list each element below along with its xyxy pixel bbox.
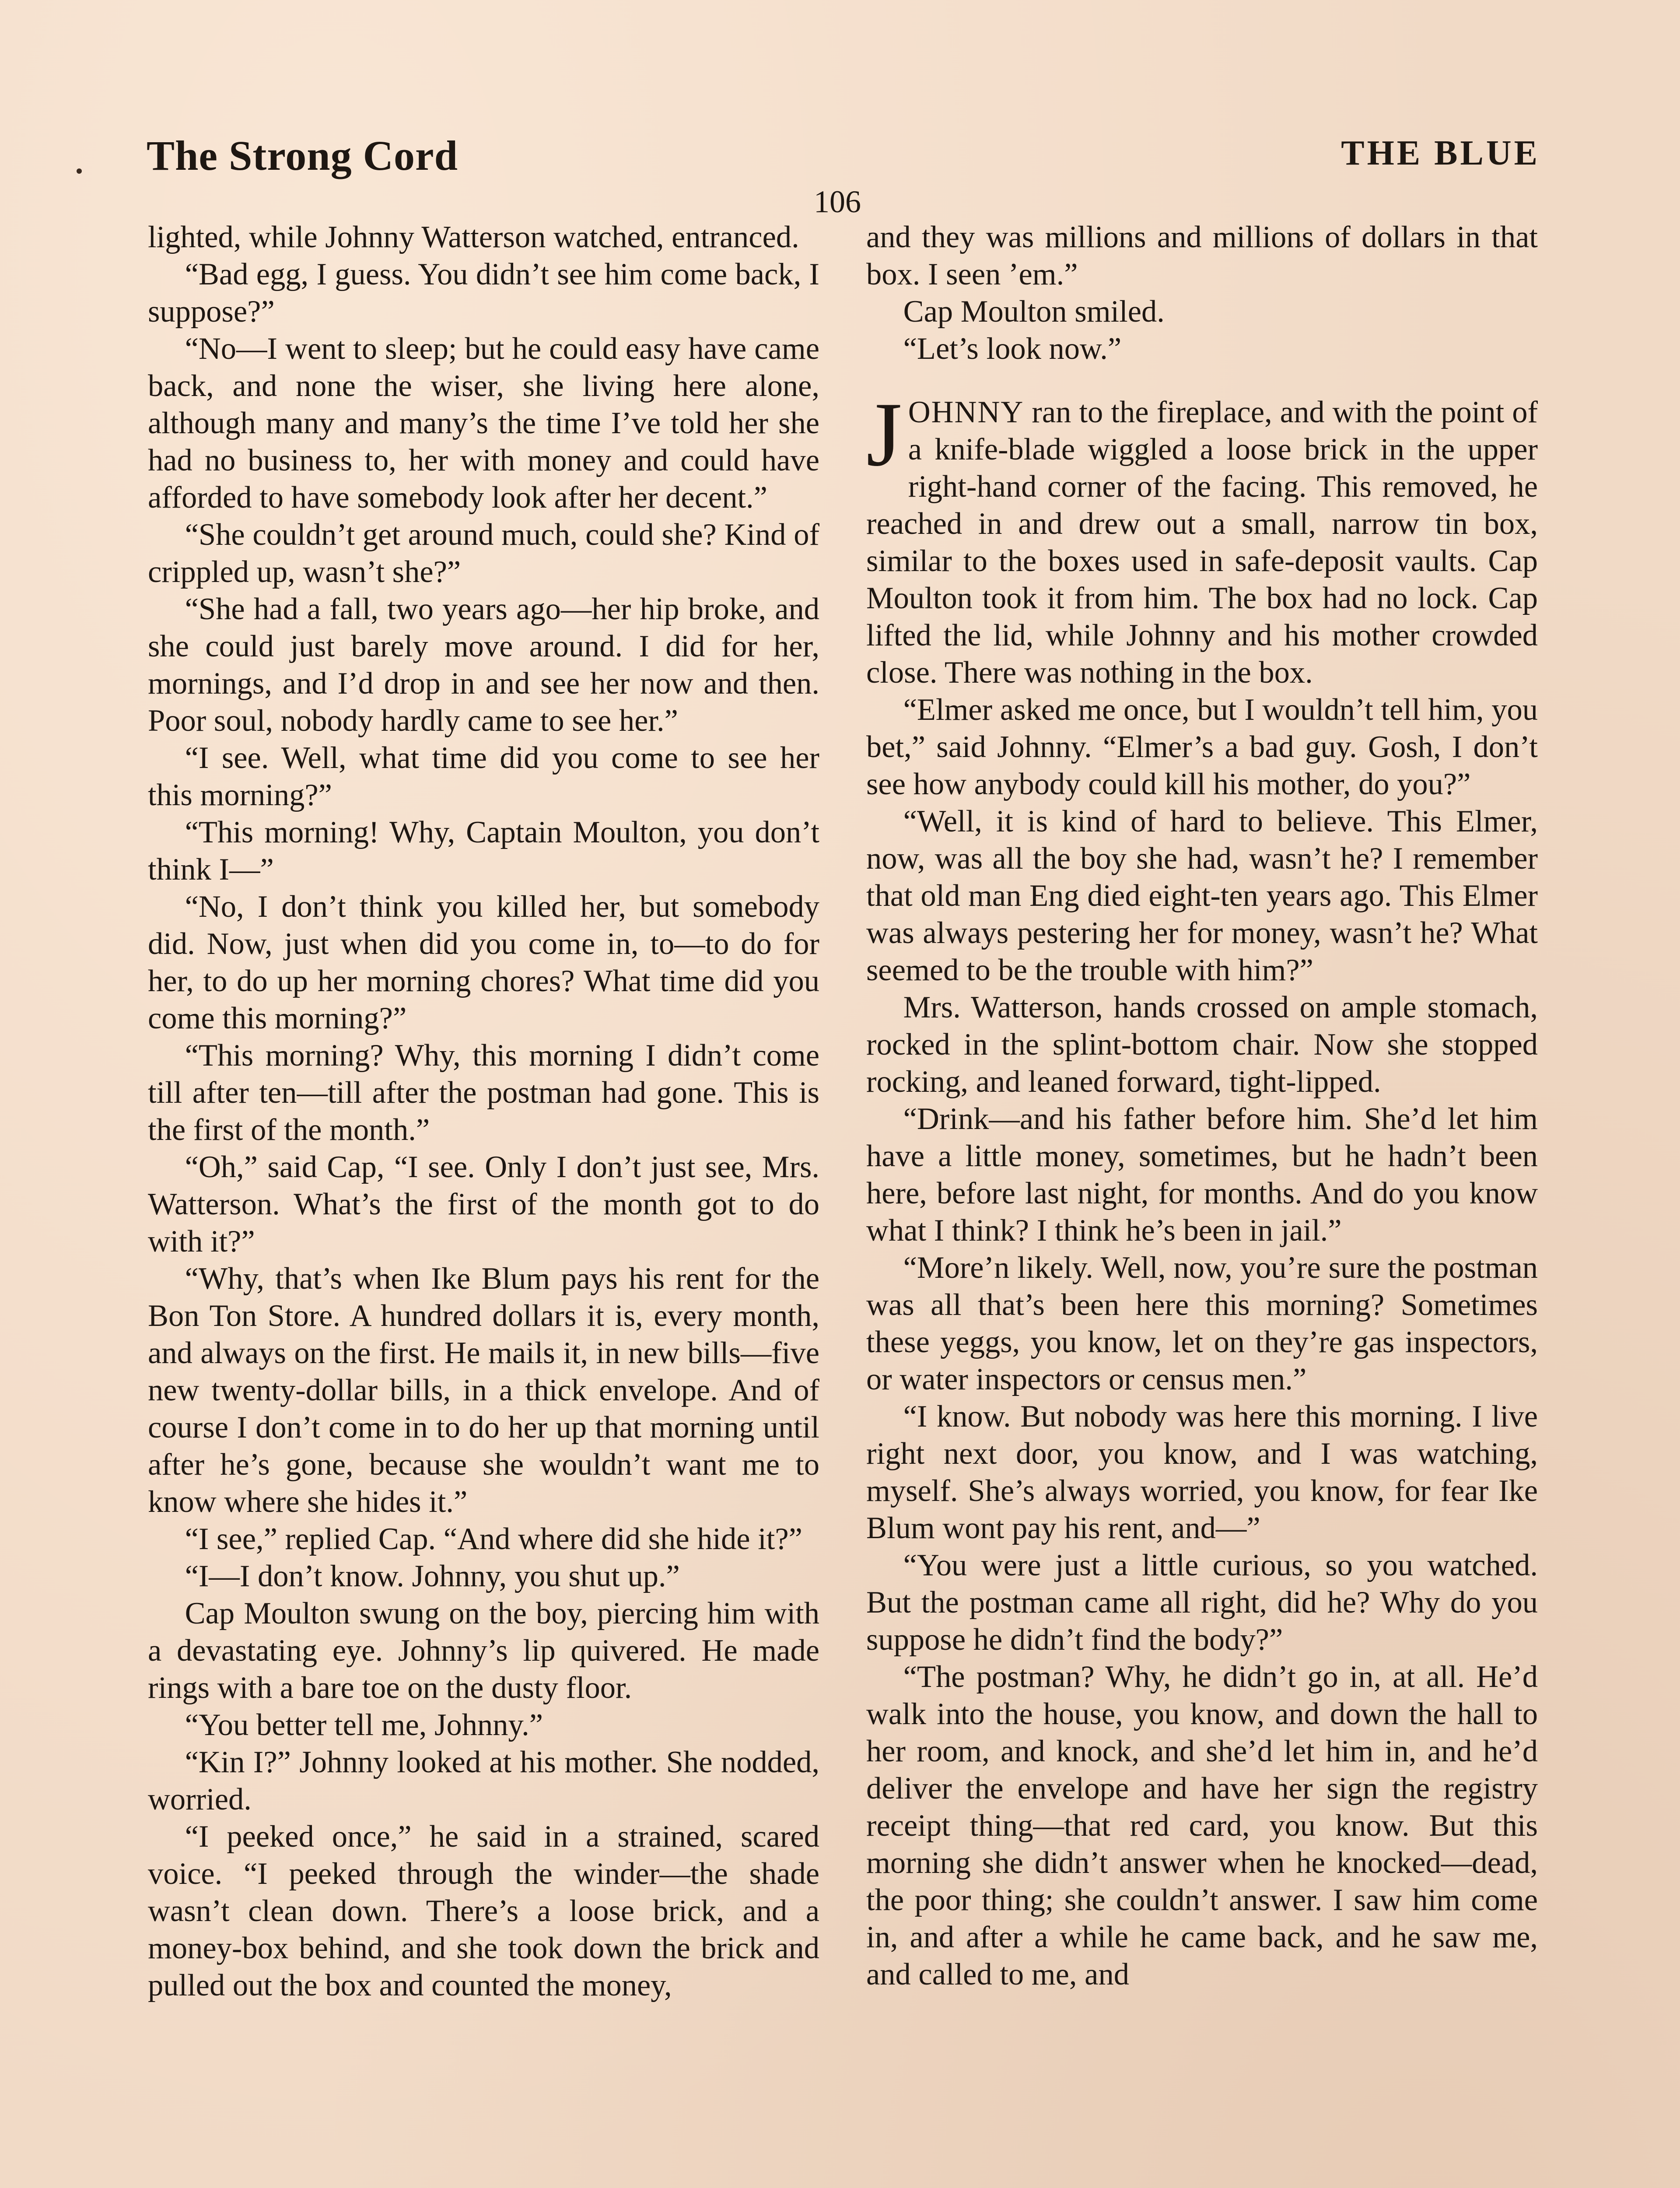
paragraph-text: ran to the fireplace, and with the point of a knife-blade wiggled a loose brick in the upper right-hand corner of the facing. This removed, he reached in and drew out a small, narrow tin box, similar to the boxes used in safe-deposit vaults. Cap Moulton took it from him. The box had no lock. Cap lifted the lid, while Johnny and his mother crowded close. There was nothing in the box.: [866, 395, 1538, 690]
paragraph: “You better tell me, Johnny.”: [185, 1708, 543, 1742]
paragraph: Cap Moulton smiled.: [903, 295, 1165, 329]
paragraph: Cap Moulton swung on the boy, piercing him with a devastating eye. Johnny’s lip quivered. He made rings with a bare toe on the dusty floor.: [148, 1596, 819, 1705]
section-opening-paragraph: [866, 384, 1538, 691]
paragraph: “She couldn’t get around much, could she? Kind of crippled up, wasn’t she?”: [148, 518, 819, 589]
drop-cap: J: [866, 384, 902, 485]
paragraph: “Well, it is kind of hard to believe. This Elmer, now, was all the boy she had, wasn’t he? I remember that old man Eng died eight-ten years ago. This Elmer was always pestering her for money, wasn’t he? What seemed to be the trouble with him?”: [866, 804, 1538, 987]
ink-speck: [77, 168, 82, 174]
small-caps-lead: OHNNY: [908, 395, 1024, 429]
paragraph: “I see,” replied Cap. “And where did she hide it?”: [185, 1522, 802, 1556]
paragraph: “Why, that’s when Ike Blum pays his rent for the Bon Ton Store. A hundred dollars it is, every month, and always on the first. He mails it, in new bills—five new twenty-dollar bills, in a thick envelope. And of course I don’t come in to do her up that morning until after he’s gone, because she wouldn’t want me to know where she hides it.”: [148, 1262, 819, 1519]
paragraph: “Bad egg, I guess. You didn’t see him come back, I suppose?”: [148, 257, 819, 329]
paragraph: “The postman? Why, he didn’t go in, at all. He’d walk into the house, you know, and down the hall to her room, and knock, and she’d let him in, and he’d deliver the envelope and have her sign the registry receipt thing—that red card, you know. But this morning she didn’t answer when he knocked—dead, the poor thing; she couldn’t answer. I saw him come in, and after a while he came back, and he saw me, and called to me, and: [866, 1660, 1538, 1992]
paragraph: “More’n likely. Well, now, you’re sure the postman was all that’s been here this morning? Sometimes these yeggs, you know, let on they’re gas inspectors, or water inspectors or census men.”: [866, 1251, 1538, 1396]
running-head-magazine: THE BLUE: [1341, 134, 1540, 172]
running-head-title: The Strong Cord: [147, 132, 458, 179]
paragraph: lighted, while Johnny Watterson watched, entranced.: [148, 220, 799, 254]
paragraph: “This morning? Why, this morning I didn’t come till after ten—till after the postman had gone. This is the first of the month.”: [148, 1038, 819, 1147]
paragraph: “No, I don’t think you killed her, but somebody did. Now, just when did you come in, to—to do for her, to do up her morning chores? What time did you come this morning?”: [148, 890, 819, 1035]
paragraph: “You were just a little curious, so you watched. But the postman came all right, did he? Why do you suppose he didn’t find the body?”: [866, 1548, 1538, 1657]
paragraph: “I know. But nobody was here this morning. I live right next door, you know, and I was watching, myself. She’s always worried, you know, for fear Ike Blum wont pay his rent, and—”: [866, 1399, 1538, 1545]
paragraph: “She had a fall, two years ago—her hip broke, and she could just barely move around. I did for her, mornings, and I’d drop in and see her now and then. Poor soul, nobody hardly came to see her.”: [148, 592, 819, 738]
left-column: [148, 219, 819, 2004]
paragraph: “I see. Well, what time did you come to see her this morning?”: [148, 741, 819, 812]
paragraph: “This morning! Why, Captain Moulton, you don’t think I—”: [148, 815, 819, 887]
paragraph: and they was millions and millions of dollars in that box. I seen ’em.”: [866, 220, 1538, 291]
paragraph: “Elmer asked me once, but I wouldn’t tell him, you bet,” said Johnny. “Elmer’s a bad guy. Gosh, I don’t see how anybody could kill his mother, do you?”: [866, 693, 1538, 801]
paragraph: “Let’s look now.”: [903, 332, 1122, 366]
page-number: 106: [814, 184, 861, 219]
paragraph: “Drink—and his father before him. She’d let him have a little money, sometimes, but he hadn’t been here, before last night, for months. And do you know what I think? I think he’s been in jail.”: [866, 1102, 1538, 1248]
paragraph: “I—I don’t know. Johnny, you shut up.”: [185, 1559, 680, 1593]
paragraph: “I peeked once,” he said in a strained, scared voice. “I peeked through the winder—the shade wasn’t clean down. There’s a loose brick, and a money-box behind, and she took down the brick and pulled out the box and counted the money,: [148, 1820, 819, 2002]
right-column: [866, 219, 1538, 1993]
paragraph: “Kin I?” Johnny looked at his mother. She nodded, worried.: [148, 1745, 819, 1816]
paragraph: “No—I went to sleep; but he could easy have came back, and none the wiser, she living here alone, although many and many’s the time I’ve told her she had no business to, her with money and could have afforded to have somebody look after her decent.”: [148, 332, 819, 515]
paragraph: Mrs. Watterson, hands crossed on ample stomach, rocked in the splint-bottom chair. Now she stopped rocking, and leaned forward, tight-lipped.: [866, 990, 1538, 1099]
paragraph: “Oh,” said Cap, “I see. Only I don’t just see, Mrs. Watterson. What’s the first of the month got to do with it?”: [148, 1150, 819, 1259]
